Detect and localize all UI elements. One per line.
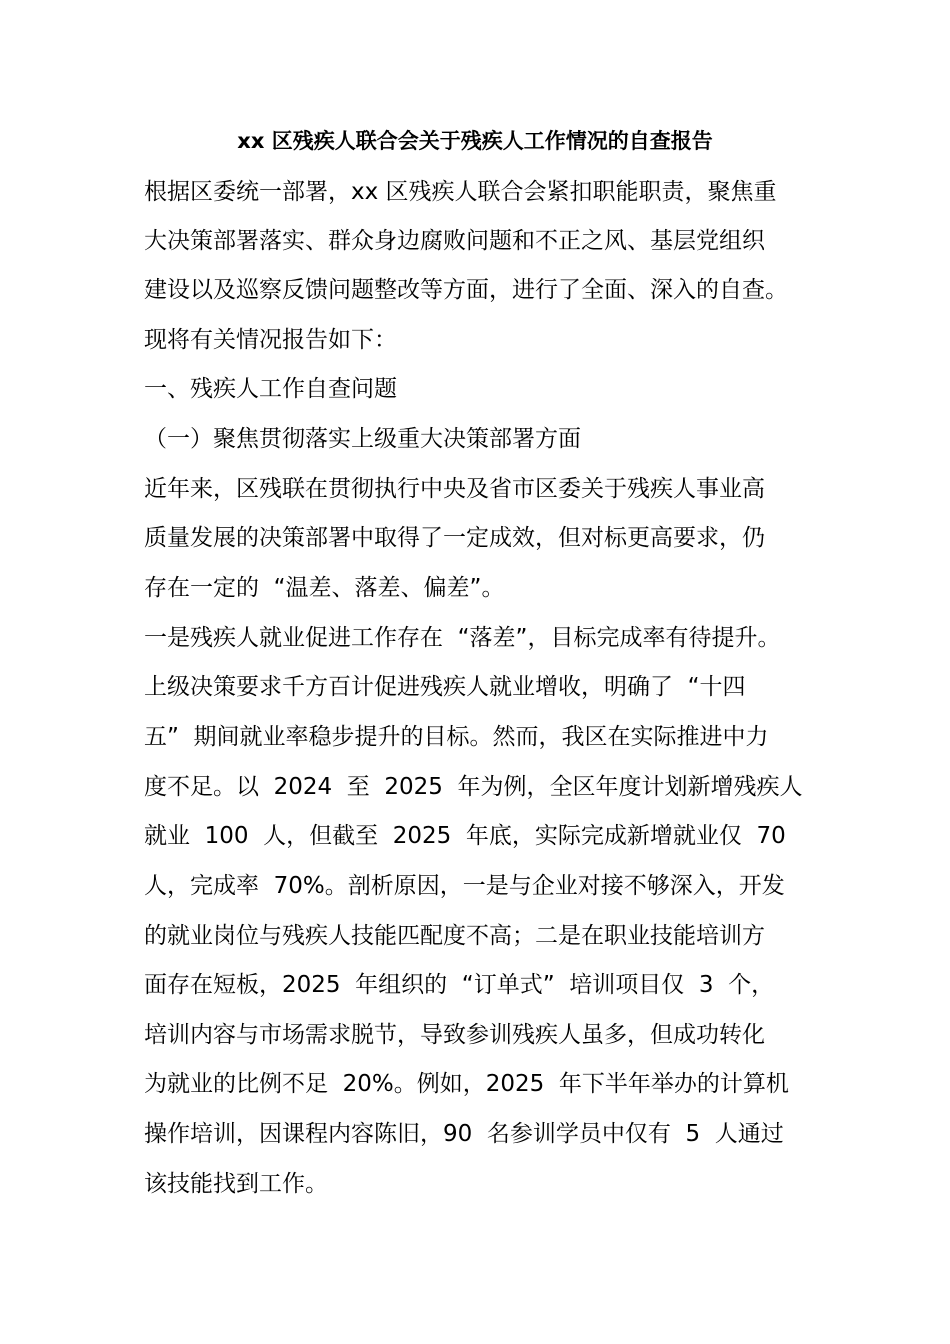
paragraph-line: 上级决策要求千方百计促进残疾人就业增收，明确了 “十四 [144, 674, 746, 700]
paragraph-line: 面存在短板，2025 年组织的 “订单式” 培训项目仅 3 个， [144, 972, 775, 998]
paragraph-line: 现将有关情况报告如下： [144, 327, 397, 353]
paragraph-line: 根据区委统一部署，xx 区残疾人联合会紧扣职能职责，聚焦重 [144, 179, 777, 205]
paragraph-line: 该技能找到工作。 [144, 1171, 328, 1197]
paragraph-line: 的就业岗位与残疾人技能匹配度不高；二是在职业技能培训方 [144, 923, 765, 949]
paragraph-line: 度不足。以 2024 至 2025 年为例，全区年度计划新增残疾人 [144, 774, 803, 800]
paragraph-line: 就业 100 人，但截至 2025 年底，实际完成新增就业仅 70 [144, 823, 786, 849]
document-title: xx 区残疾人联合会关于残疾人工作情况的自查报告 [237, 129, 713, 153]
section-heading: 一、残疾人工作自查问题 [144, 376, 397, 402]
paragraph-line: 存在一定的 “温差、落差、偏差”。 [144, 575, 505, 601]
paragraph-line: 大决策部署落实、群众身边腐败问题和不正之风、基层党组织 [144, 228, 765, 254]
subsection-heading: （一）聚焦贯彻落实上级重大决策部署方面 [144, 426, 581, 452]
paragraph-line: 一是残疾人就业促进工作存在 “落差”，目标完成率有待提升。 [144, 625, 781, 651]
paragraph-line: 人，完成率 70%。剖析原因，一是与企业对接不够深入，开发 [144, 873, 785, 899]
paragraph-line: 为就业的比例不足 20%。例如，2025 年下半年举办的计算机 [144, 1071, 789, 1097]
paragraph-line: 操作培训，因课程内容陈旧，90 名参训学员中仅有 5 人通过 [144, 1121, 784, 1147]
paragraph-line: 培训内容与市场需求脱节，导致参训残疾人虽多，但成功转化 [144, 1022, 765, 1048]
paragraph-line: 质量发展的决策部署中取得了一定成效，但对标更高要求，仍 [144, 525, 765, 551]
paragraph-line: 建设以及巡察反馈问题整改等方面，进行了全面、深入的自查。 [144, 277, 788, 303]
paragraph-line: 近年来，区残联在贯彻执行中央及省市区委关于残疾人事业高 [144, 476, 765, 502]
paragraph-line: 五” 期间就业率稳步提升的目标。然而，我区在实际推进中力 [144, 724, 769, 750]
